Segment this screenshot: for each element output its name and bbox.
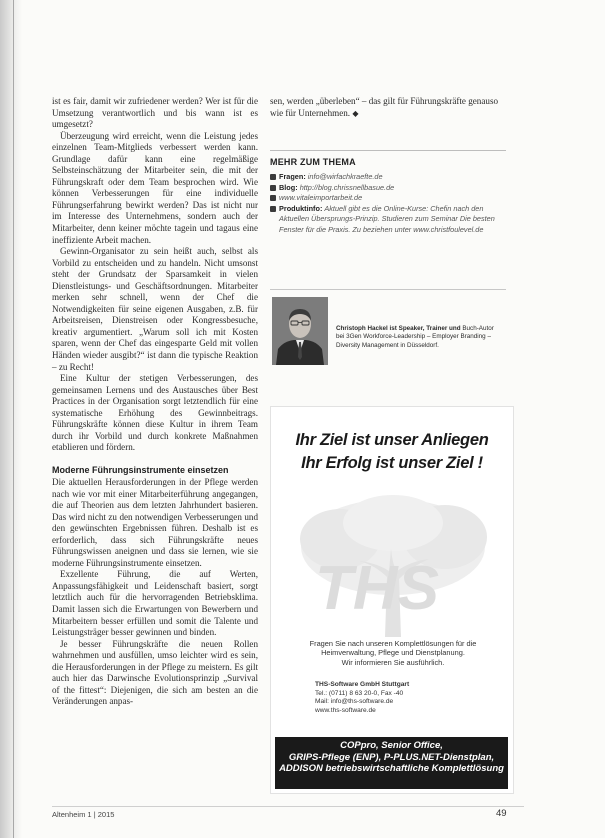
divider <box>270 289 506 290</box>
article-paragraph: Exzellente Führung, die auf Werten, Anpassungsfähigkeit und Leidenschaft basiert, sorgt letztlich auch für die hervorragenden Betriebsklima. Damit lassen sich die Erwartungen von Bewerbern und Mitarbeitern besser erfüllen und somit die Talente und Leistungsträger besser gewinnen und binden. <box>52 569 258 638</box>
footer-magazine-label: Altenheim 1 | 2015 <box>52 810 115 819</box>
more-info-item: Produktinfo: Aktuell gibt es die Online-Kurse: Chefin nach den Aktuellen Übersprungs-Prinzip. Studieren zum Seminar Die besten Fenster für die Praxis. Zu beziehen unter www.christfoulevel.de <box>270 204 506 236</box>
binding-fold-line <box>13 0 14 838</box>
square-bullet-icon <box>270 206 276 212</box>
ad-product-banner: COPpro, Senior Office, GRIPS-Pflege (ENP), P-PLUS.NET-Dienstplan, ADDISON betriebswirtschaftliche Komplettlösung <box>275 737 508 789</box>
article-paragraph: Je besser Führungskräfte die neuen Rollen wahrnehmen und ausfüllen, umso leichter wird es sein, die Herausforderungen in der Pflege zu meistern. Es gilt auch hier das Darwinsche Evolutionsprinzip „Survival of the fittest“: Diejenigen, die sich am besten an die Veränderungen anpas- <box>52 638 258 707</box>
blog-link[interactable]: http://blog.chrissnellbasue.de <box>299 182 395 192</box>
article-paragraph: Eine Kultur der stetigen Verbesserungen, des gemeinsamen Lernens und des Austausches über Best Practices in der Organisation sorgt letztendlich für eine systematische Erhöhung des Gewinnbeitrags. Führungskräfte können diese Kultur in ihrem Team durch ihr Vorbild und durch konkrete Maßnahmen etablieren und fördern. <box>52 373 258 453</box>
article-paragraph: Die aktuellen Herausforderungen in der Pflege werden nach wie vor mit einer Mitarbeiterführung angegangen, die auf Theorien aus dem letzten Jahrhundert basieren. Das wird nicht zu den notwendigen Verbesserungen und den gewünschten Ergebnissen führen. Deshalb ist es erforderlich, dass sich Führungskräfte neues Führungswissen aneignen und dass sie lernen, wie sie moderne Führungsinstrumente einsetzen. <box>52 476 258 568</box>
article-closing-paragraph: sen, werden „überleben“ – das gilt für Führungskräfte genauso wie für Unternehmen. ◆ <box>270 96 499 118</box>
more-info-title: MEHR ZUM THEMA <box>270 157 356 167</box>
square-bullet-icon <box>270 174 276 180</box>
ad-email-link[interactable]: Mail: info@ths-software.de <box>315 698 394 706</box>
article-paragraph: Überzeugung wird erreicht, wenn die Leistung jedes einzelnen Team-Mitglieds verbessert werden kann. Grundlage dafür kann eine regelmäßige Selbsteinschätzung der Mitarbeiter sein, die mit der Führungskraft oder dem Team besprochen wird. Wie können Verbesserungen für eine individuelle Führungserfahrung bewirkt werden? Das ist nicht nur im Interesse des Unternehmens, sondern auch der Mitarbeiter, denn keiner möchte tagein und tagaus eine ineffiziente Arbeit machen. <box>52 130 258 245</box>
more-info-item: Blog: http://blog.chrissnellbasue.de <box>270 183 506 194</box>
article-paragraph: ist es fair, damit wir zufriedener werden? Wer ist für die Umsetzung verantwortlich und bis wann ist es umgesetzt? <box>52 96 258 130</box>
page-binding <box>0 0 22 838</box>
website-link[interactable]: www.vitaleimportarbeit.de <box>279 193 363 203</box>
person-portrait-icon <box>272 297 328 365</box>
square-bullet-icon <box>270 185 276 191</box>
footer-divider <box>52 806 524 807</box>
more-info-item <box>270 193 506 204</box>
more-info-item: Fragen: info@wirfachkraefte.de <box>270 172 506 183</box>
divider <box>270 150 506 151</box>
article-end-marker: ◆ <box>352 108 359 118</box>
ad-website-link[interactable]: www.ths-software.de <box>315 706 376 714</box>
article-left-column <box>52 96 258 708</box>
article-right-column <box>270 96 506 119</box>
ths-advertisement[interactable] <box>270 406 514 794</box>
author-photo <box>272 297 328 365</box>
product-info-text: Aktuell gibt es die Online-Kurse: Chefin nach den Aktuellen Übersprungs-Prinzip. Studieren zum Seminar Die besten Fenster für die Praxis. Zu beziehen unter www.christfoulevel.de <box>279 203 495 234</box>
square-bullet-icon <box>270 195 276 201</box>
email-link[interactable]: info@wirfachkraefte.de <box>307 172 383 181</box>
article-subheading: Moderne Führungsinstrumente einsetzen <box>52 464 229 475</box>
ad-headline: Ihr Ziel ist unser Anliegen <box>295 431 489 449</box>
page-number: 49 <box>496 808 507 819</box>
ad-logo-text: THS <box>315 554 439 623</box>
ad-body-text: Fragen Sie nach unseren Komplettlösungen für die Heimverwaltung, Pflege und Dienstplanung. Wir informieren Sie ausführlich. <box>309 639 477 667</box>
ad-company-contact: THS-Software GmbH Stuttgart Tel.: (0711) 8 63 20-0, Fax -40 Mail: info@ths-software.de www.ths-software.de <box>315 681 475 715</box>
author-bio: Christoph Hackel ist Speaker, Trainer und Buch-Autor bei 3Gen Workforce-Leadership – Employer Branding – Diversity Management in Düsseldorf. <box>336 325 494 349</box>
more-info-box <box>270 150 506 236</box>
ths-tree-logo-icon <box>285 487 501 637</box>
article-paragraph: Gewinn-Organisator zu sein heißt auch, selbst als Vorbild zu entscheiden und zu handeln. Nicht umsonst steht der Grundsatz der Sparsamkeit in vielen Dienstleistungs- und Geschäftsordnungen. Mitarbeiter merken sehr schnell, wenn der Chef die Notwendigkeiten für seine eigenen Ausgaben, z.B. für Arbeitsreisen, Dienstreisen oder Kongressbesuche, kreativ argumentiert. „Warum soll ich mit Kosten sparen, wenn der Chef das eingesparte Geld mit vollen Händen wieder ausgibt?“ ist dann die typische Reaktion – zu Recht! <box>52 246 258 372</box>
ad-headline: Ihr Erfolg ist unser Ziel ! <box>301 454 483 472</box>
